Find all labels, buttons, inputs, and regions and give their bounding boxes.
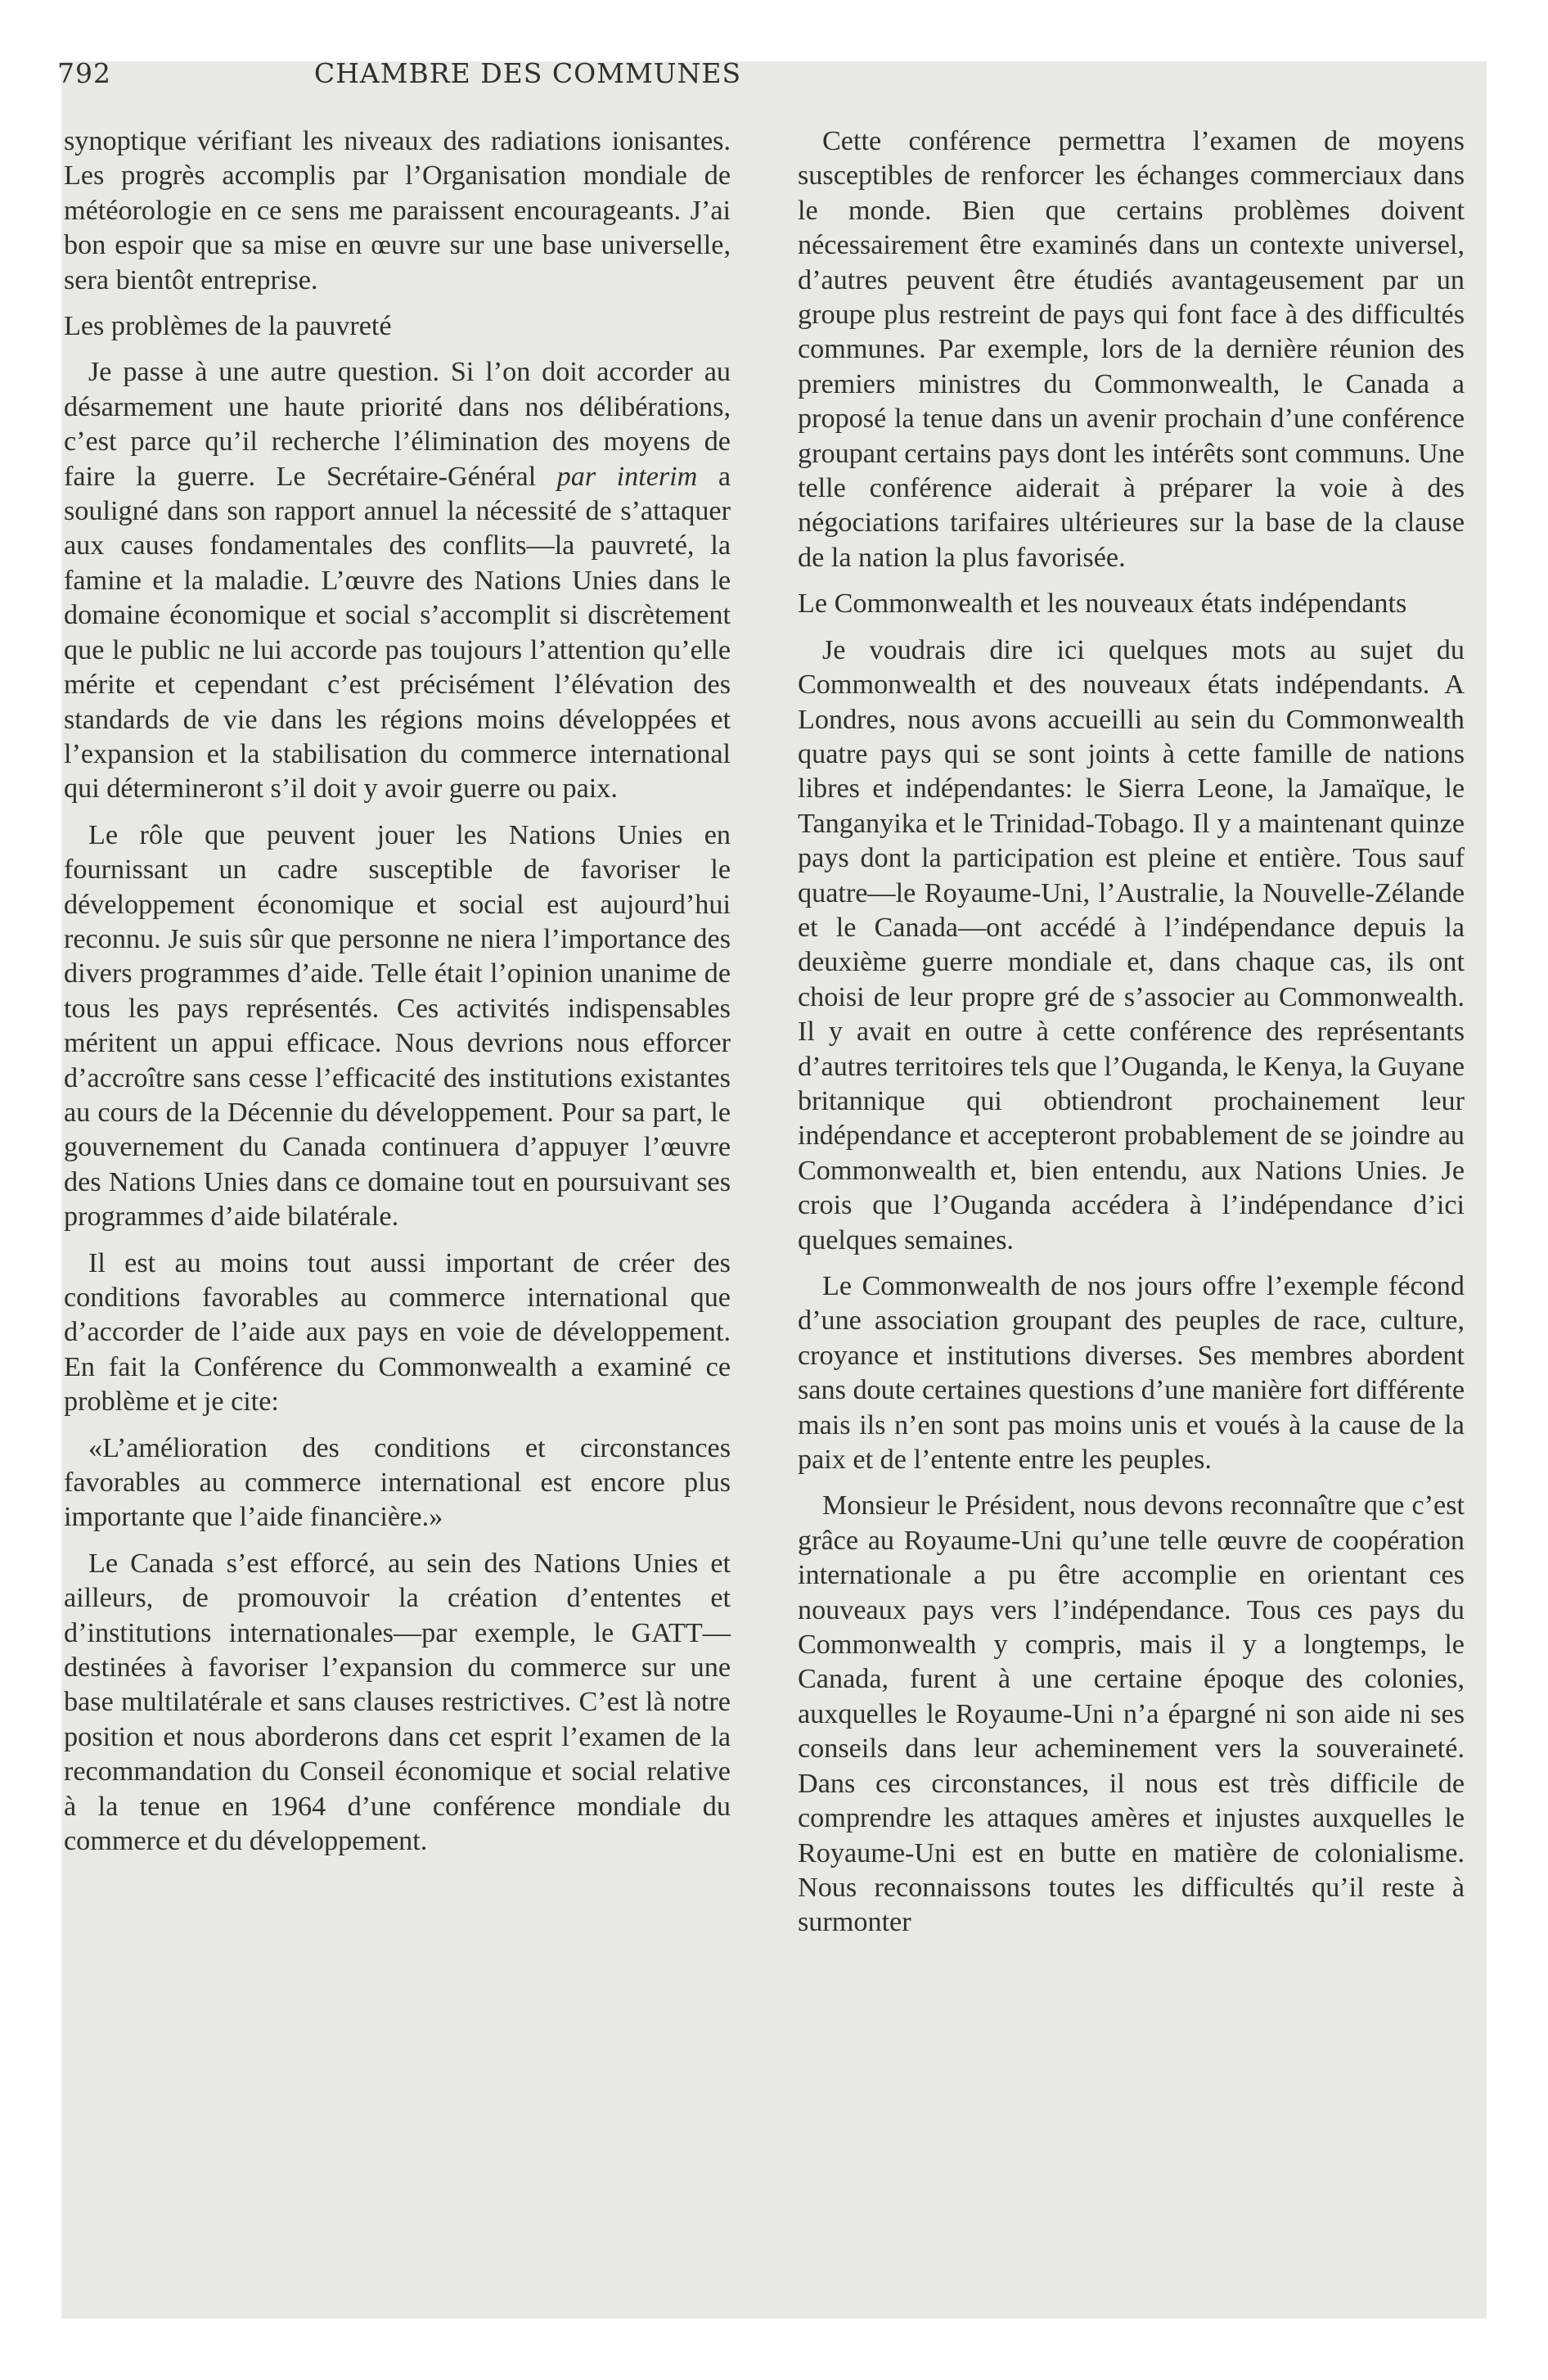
- paragraph: Monsieur le Président, nous devons reconnaître que c’est grâce au Royaume-Uni qu’une telle œuvre de coopération internationale a pu être accomplie en orientant ces nouveaux pays vers l’indépendance. Tous ces pays du Commonwealth y compris, mais il y a longtemps, le Canada, furent à une certaine époque des colonies, auxquelles le Royaume-Uni n’a épargné ni son aide ni ses conseils dans leur acheminement vers la souveraineté. Dans ces circonstances, il nous est très difficile de comprendre les attaques amères et injustes auxquelles le Royaume-Uni est en butte en matière de colonialisme. Nous reconnaissons toutes les difficultés qu’il reste à surmonter: [798, 1490, 1465, 1938]
- paragraph-text: Je passe à une autre question. Si l’on doit accorder au désarmement une haute priorité dans nos délibérations, c’est parce qu’il recherche l’élimination des moyens de faire la guerre. Le Secrétaire-Général: [64, 357, 731, 492]
- section-heading-commonwealth: Le Commonwealth et les nouveaux états indépendants: [798, 588, 1407, 620]
- italic-text: par interim: [556, 461, 698, 492]
- quotation: «L’amélioration des conditions et circonstances favorables au commerce international est encore plus importante que l’aide financière.»: [64, 1432, 731, 1533]
- paragraph: [64, 355, 731, 806]
- left-column: [64, 124, 731, 1871]
- paragraph: Cette conférence permettra l’examen de moyens susceptibles de renforcer les échanges commerciaux dans le monde. Bien que certains problèmes doivent nécessairement être examinés dans un contexte universel, d’autres peuvent être étudiés avantageusement par un groupe plus restreint de pays qui font face à des difficultés communes. Par exemple, lors de la dernière réunion des premiers ministres du Commonwealth, le Canada a proposé la tenue dans un avenir prochain d’une conférence groupant certains pays dont les intérêts sont communs. Une telle conférence aiderait à préparer la voie à des négociations tarifaires ultérieures sur la base de la clause de la nation la plus favorisée.: [798, 126, 1465, 573]
- paragraph: Le Canada s’est efforcé, au sein des Nations Unies et ailleurs, de promouvoir la création d’ententes et d’institutions internationales—par exemple, le GATT—destinées à favoriser l’expansion du commerce sur une base multilatérale et sans clauses restrictives. C’est là notre position et nous aborderons dans cet esprit l’examen de la recommandation du Conseil économique et social relative à la tenue en 1964 d’une conférence mondiale du commerce et du développement.: [64, 1548, 731, 1857]
- running-head: CHAMBRE DES COMMUNES: [313, 57, 742, 89]
- paragraph: Je voudrais dire ici quelques mots au sujet du Commonwealth et des nouveaux états indépendants. A Londres, nous avons accueilli au sein du Commonwealth quatre pays qui se sont joints à cette famille de nations libres et indépendantes: le Sierra Leone, la Jamaïque, le Tanganyika et le Trinidad-Tobago. Il y a maintenant quinze pays dont la participation est pleine et entière. Tous sauf quatre—le Royaume-Uni, l’Australie, la Nouvelle-Zélande et le Canada—ont accédé à l’indépendance depuis la deuxième guerre mondiale et, dans chaque cas, ils ont choisi de leur propre gré de s’associer au Commonwealth. Il y avait en outre à cette conférence des représentants d’autres territoires tels que l’Ouganda, le Kenya, la Guyane britannique qui obtiendront prochainement leur indépendance et accepteront probablement de se joindre au Commonwealth et, bien entendu, aux Nations Unies. Je crois que l’Ouganda accédera à l’indépendance d’ici quelques semaines.: [798, 634, 1465, 1255]
- right-column: [798, 124, 1465, 1952]
- paragraph: Il est au moins tout aussi important de créer des conditions favorables au commerce international que d’accorder de l’aide aux pays en voie de développement. En fait la Conférence du Commonwealth a examiné ce problème et je cite:: [64, 1247, 731, 1418]
- section-heading-poverty: Les problèmes de la pauvreté: [64, 311, 392, 342]
- page-header: [57, 57, 998, 90]
- paragraph: synoptique vérifiant les niveaux des radiations ionisantes. Les progrès accomplis par l’Organisation mondiale de météorologie en ce sens me paraissent encourageants. J’ai bon espoir que sa mise en œuvre sur une base universelle, sera bientôt entreprise.: [64, 126, 731, 295]
- paragraph-text: a souligné dans son rapport annuel la nécessité de s’attaquer aux causes fondamentales des conflits—la pauvreté, la famine et la maladie. L’œuvre des Nations Unies dans le domaine économique et social s’accomplit si discrètement que le public ne lui accorde pas toujours l’attention qu’elle mérite et cependant c’est précisément l’élévation des standards de vie dans les régions moins développées et l’expansion et la stabilisation du commerce international qui détermineront s’il doit y avoir guerre ou paix.: [64, 461, 731, 805]
- paragraph: Le Commonwealth de nos jours offre l’exemple fécond d’une association groupant des peuples de race, culture, croyance et institutions diverses. Ses membres abordent sans doute certaines questions d’une manière fort différente mais ils n’en sont pas moins unis et voués à la cause de la paix et de l’entente entre les peuples.: [798, 1271, 1465, 1476]
- paragraph: Le rôle que peuvent jouer les Nations Unies en fournissant un cadre susceptible de favoriser le développement économique et social est aujourd’hui reconnu. Je suis sûr que personne ne niera l’importance des divers programmes d’aide. Telle était l’opinion unanime de tous les pays représentés. Ces activités indispensables méritent un appui efficace. Nous devrions nous efforcer d’accroître sans cesse l’efficacité des institutions existantes au cours de la Décennie du développement. Pour sa part, le gouvernement du Canada continuera d’appuyer l’œuvre des Nations Unies dans ce domaine tout en poursuivant ses programmes d’aide bilatérale.: [64, 819, 731, 1233]
- page-number: 792: [57, 57, 111, 89]
